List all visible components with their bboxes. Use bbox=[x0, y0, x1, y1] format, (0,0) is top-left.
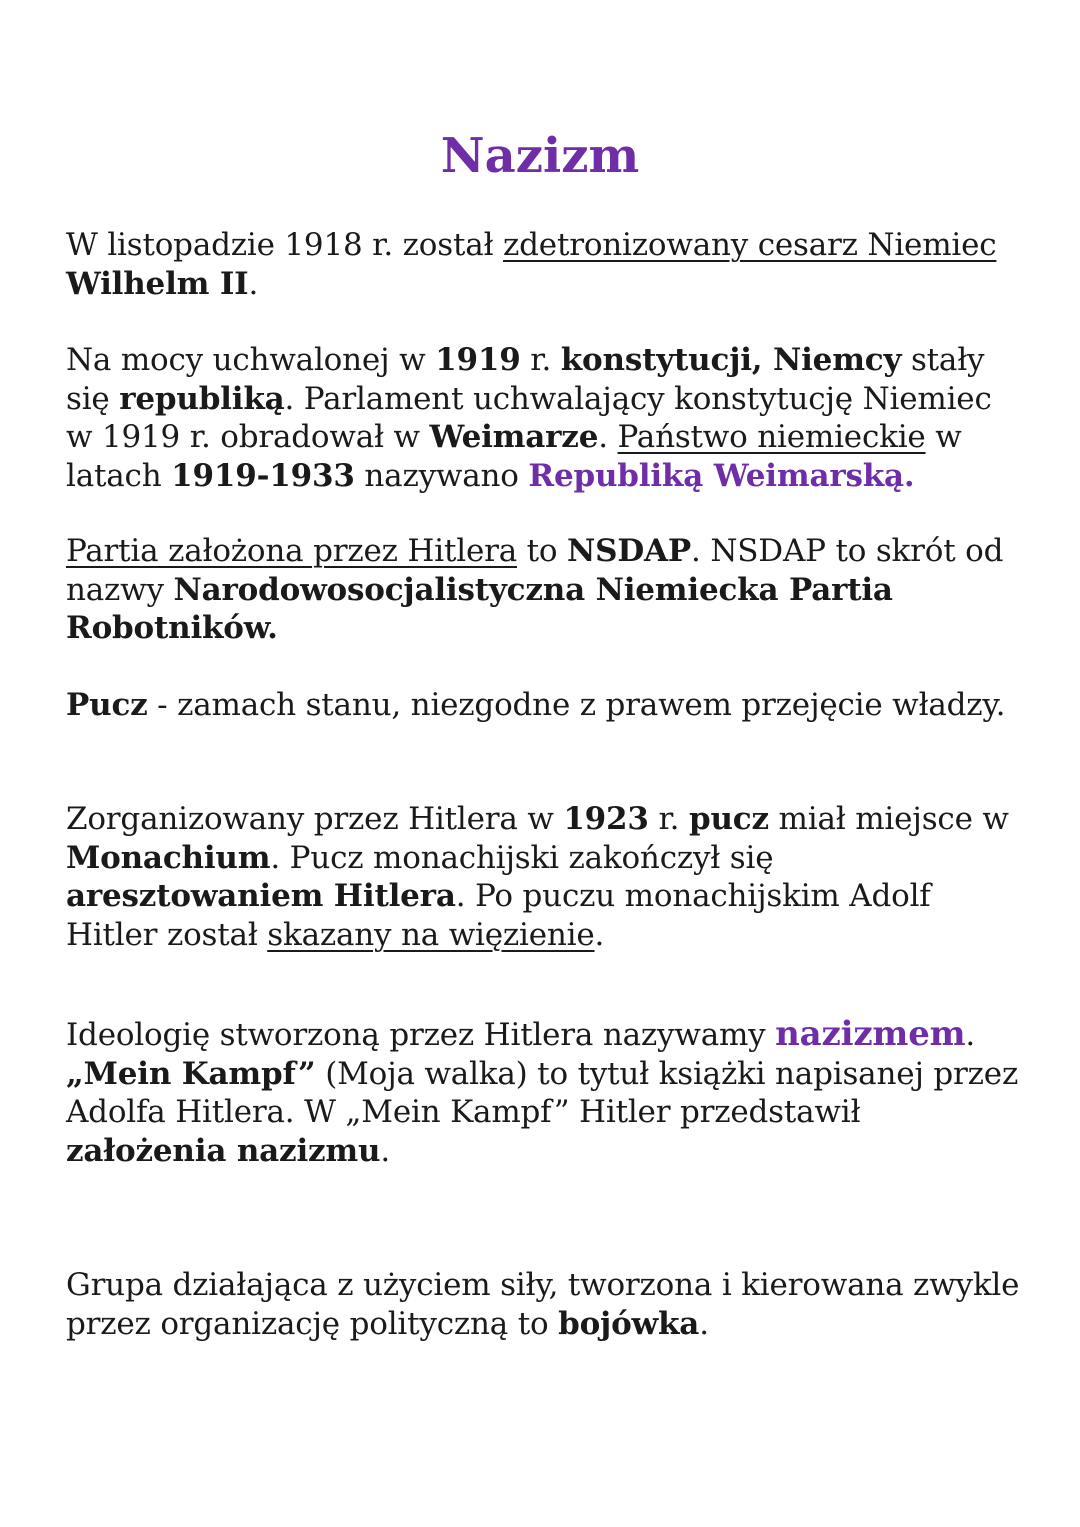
paragraph-nsdap: Partia założona przez Hitlera to NSDAP. NSDAP to skrót od nazwy Narodowosocjalistyczna Niemiecka Partia Robotników. bbox=[66, 533, 1004, 646]
paragraph-bojowka: Grupa działająca z użyciem siły, tworzona i kierowana zwykle przez organizację polityczną to bojówka. bbox=[66, 1267, 1020, 1342]
paragraph-weimar: Na mocy uchwalonej w 1919 r. konstytucji, Niemcy stały się republiką. Parlament uchwalający konstytucję Niemiec w 1919 r. obradował w Weimarze. Państwo niemieckie w latach 1919-1933 nazywano Republiką Weimarską. bbox=[66, 342, 992, 494]
paragraph-wilhelm: W listopadzie 1918 r. został zdetronizowany cesarz Niemiec Wilhelm II. bbox=[66, 227, 997, 302]
page-title: Nazizm bbox=[440, 128, 640, 184]
paragraph-munich-putsch: Zorganizowany przez Hitlera w 1923 r. pucz miał miejsce w Monachium. Pucz monachijski zakończył się aresztowaniem Hitlera. Po puczu monachijskim Adolf Hitler został skazany na więzienie. bbox=[66, 801, 1009, 953]
paragraph-pucz-definition: Pucz - zamach stanu, niezgodne z prawem przejęcie władzy. bbox=[66, 687, 1006, 723]
paragraph-ideology: Ideologię stworzoną przez Hitlera nazywamy nazizmem. „Mein Kampf” (Moja walka) to tytuł książki napisanej przez Adolfa Hitlera. W „Mein Kampf” Hitler przedstawił założenia nazizmu. bbox=[66, 1014, 1019, 1169]
